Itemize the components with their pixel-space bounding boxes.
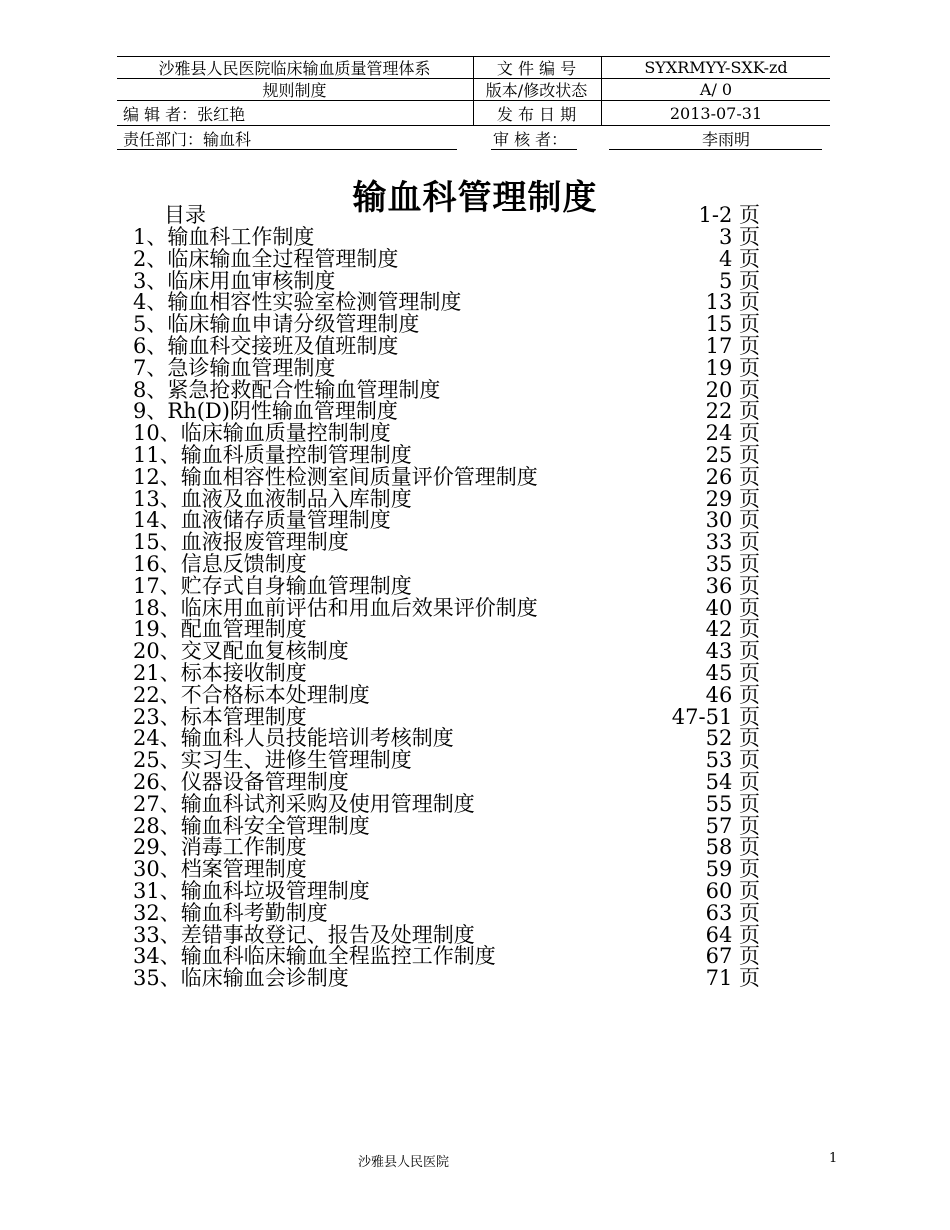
toc-entry-label: 23、标本管理制度: [133, 704, 307, 729]
toc-entry: [0, 967, 950, 989]
toc-entry: [0, 771, 950, 793]
toc-entry: [0, 575, 950, 597]
toc-entry-label: 5、临床输血申请分级管理制度: [133, 312, 420, 337]
toc-entry-page: 57 页: [705, 813, 760, 838]
toc-entry: [0, 357, 950, 379]
toc-entry-page: 30 页: [705, 508, 760, 533]
underline: [491, 149, 577, 150]
toc-entry-page: 47-51 页: [671, 704, 760, 729]
toc-entry-page: 46 页: [705, 682, 760, 707]
header-row-1: [117, 56, 830, 79]
toc-entry: [0, 270, 950, 292]
toc-entry-label: 1、输血科工作制度: [133, 225, 315, 249]
toc-entry-page: 45 页: [705, 661, 760, 685]
toc-entry-label: 19、配血管理制度: [133, 617, 307, 642]
header-row-2: [117, 79, 830, 101]
toc-entry-label: 8、紧急抢救配合性输血管理制度: [133, 377, 441, 402]
toc-entry-label: 33、差错事故登记、报告及处理制度: [133, 922, 475, 947]
toc-entry-page: 64 页: [705, 922, 760, 947]
toc-entry: [0, 553, 950, 575]
header-row-3: [117, 101, 830, 126]
publish-date-label: 发 布 日 期: [496, 104, 577, 124]
toc-entry-page: 5 页: [718, 268, 760, 293]
toc-entry: [0, 640, 950, 662]
toc-entry-label: 11、输血科质量控制管理制度: [133, 443, 412, 467]
toc-entry-page: 60 页: [705, 879, 760, 903]
toc-entry: [0, 924, 950, 946]
toc-entry: [0, 488, 950, 510]
toc-entry-page: 36 页: [705, 573, 760, 598]
toc-entry-page: 13 页: [705, 290, 760, 315]
toc-entry-label: 26、仪器设备管理制度: [133, 770, 349, 794]
toc-entry-page: 40 页: [705, 595, 760, 620]
toc-entry: [0, 422, 950, 444]
toc-entry-page: 42 页: [705, 617, 760, 642]
document-header: [117, 56, 830, 150]
toc-entry-page: 26 页: [705, 464, 760, 489]
toc-entry-label: 20、交叉配血复核制度: [133, 639, 349, 664]
toc-entry: [0, 727, 950, 749]
toc-entry-label: 21、标本接收制度: [133, 661, 307, 685]
toc-entry: [0, 836, 950, 858]
toc-entry-page: 55 页: [705, 791, 760, 816]
toc-entry-page: 52 页: [705, 726, 760, 751]
toc-entry: [0, 248, 950, 270]
toc-entry-page: 22 页: [705, 399, 760, 424]
toc-entry-label: 29、消毒工作制度: [133, 835, 307, 860]
toc-entry-label: 6、输血科交接班及值班制度: [133, 334, 399, 358]
toc-entry: [0, 531, 950, 553]
toc-entry-page: 33 页: [705, 530, 760, 555]
doc-type: 规则制度: [262, 81, 327, 100]
toc-entry-page: 63 页: [705, 900, 760, 925]
toc-entry-page: 25 页: [705, 443, 760, 467]
version-label: 版本/修改状态: [485, 81, 588, 100]
toc-entry-label: 25、实习生、进修生管理制度: [133, 748, 412, 773]
toc-entry-label: 16、信息反馈制度: [133, 552, 307, 576]
toc-entry-label: 27、输血科试剂采购及使用管理制度: [133, 791, 475, 816]
toc-entry-label: 4、输血相容性实验室检测管理制度: [133, 290, 462, 315]
toc-entry: [0, 945, 950, 967]
toc-entry-label: 7、急诊输血管理制度: [133, 355, 336, 380]
toc-entry: [0, 466, 950, 488]
footer-hospital: 沙雅县人民医院: [358, 1155, 450, 1170]
reviewer-value: 李雨明: [701, 129, 750, 149]
toc-entry: [0, 313, 950, 335]
toc-entry: [0, 379, 950, 401]
toc-entry-page: 15 页: [705, 312, 760, 337]
reviewer-label: 审 核 者：: [493, 129, 568, 149]
toc-entry-page: 3 页: [718, 225, 760, 249]
toc-entry: [0, 597, 950, 619]
toc-heading-page: 1-2 页: [698, 203, 760, 227]
toc-entry-page: 4 页: [718, 246, 760, 271]
toc-entry-label: 31、输血科垃圾管理制度: [133, 879, 370, 903]
toc-entry: [0, 509, 950, 531]
toc-entry-page: 29 页: [705, 486, 760, 511]
toc-entry-page: 67 页: [705, 944, 760, 969]
toc-entry-label: 15、血液报废管理制度: [133, 530, 349, 555]
toc-heading: [0, 204, 950, 226]
toc-entry-label: 3、临床用血审核制度: [133, 268, 336, 293]
toc-entry: [0, 706, 950, 728]
toc-entry-label: 18、临床用血前评估和用血后效果评价制度: [133, 595, 538, 620]
version-value: A/ 0: [699, 80, 733, 99]
toc-entry-page: 43 页: [705, 639, 760, 664]
toc-entry-page: 54 页: [705, 770, 760, 794]
toc-entry-label: 28、输血科安全管理制度: [133, 813, 370, 838]
toc-entry: [0, 684, 950, 706]
system-title: 沙雅县人民医院临床输血质量管理体系: [158, 59, 431, 78]
toc-entry-page: 19 页: [705, 355, 760, 380]
toc-entry-page: 24 页: [705, 421, 760, 446]
toc-entry-label: 17、贮存式自身输血管理制度: [133, 573, 412, 598]
toc-entry-label: 24、输血科人员技能培训考核制度: [133, 726, 454, 751]
toc-entry: [0, 335, 950, 357]
toc-entry-page: 53 页: [705, 748, 760, 773]
toc-entry-label: 35、临床输血会诊制度: [133, 966, 349, 991]
toc-entry-page: 59 页: [705, 857, 760, 882]
toc-entry: [0, 902, 950, 924]
doc-number-value: SYXRMYY-SXK-zd: [644, 58, 788, 77]
toc-entry-label: 32、输血科考勤制度: [133, 900, 328, 925]
department-label: 责任部门：输血科: [123, 129, 252, 149]
toc-entry-page: 58 页: [705, 835, 760, 860]
toc-entry: [0, 880, 950, 902]
doc-number-label: 文 件 编 号: [496, 59, 577, 78]
toc-entry: [0, 662, 950, 684]
toc-entry-page: 71 页: [705, 966, 760, 991]
toc-entry: [0, 291, 950, 313]
toc-entry-label: 34、输血科临床输血全程监控工作制度: [133, 944, 496, 969]
editor-label: 编 辑 者：张红艳: [123, 104, 246, 124]
header-row-4: [117, 126, 830, 150]
toc-entry: [0, 618, 950, 640]
toc-entry-label: 13、血液及血液制品入库制度: [133, 486, 412, 511]
toc-entry-label: 10、临床输血质量控制制度: [133, 421, 391, 446]
toc-entry-label: 14、血液储存质量管理制度: [133, 508, 391, 533]
toc-entry: [0, 815, 950, 837]
toc-entry-label: 12、输血相容性检测室间质量评价管理制度: [133, 464, 538, 489]
publish-date-value: 2013-07-31: [669, 103, 763, 123]
underline: [609, 149, 822, 150]
toc-entry-label: 2、临床输血全过程管理制度: [133, 246, 399, 271]
toc-entry: [0, 749, 950, 771]
toc-entry-label: 30、档案管理制度: [133, 857, 307, 882]
toc-entry-page: 35 页: [705, 552, 760, 576]
toc-entry-page: 20 页: [705, 377, 760, 402]
toc-entry-page: 17 页: [705, 334, 760, 358]
toc-entry-label: 9、Rh(D)阴性输血管理制度: [133, 399, 398, 424]
toc-heading-label: 目录: [164, 203, 206, 227]
toc-entry: [0, 400, 950, 422]
document-title: 输血科管理制度: [352, 178, 598, 218]
page-number: 1: [829, 1151, 838, 1166]
toc-entry-label: 22、不合格标本处理制度: [133, 682, 370, 707]
toc-entry: [0, 858, 950, 880]
toc-entry: [0, 226, 950, 248]
toc-entry: [0, 793, 950, 815]
underline: [117, 149, 457, 150]
toc-entry: [0, 444, 950, 466]
